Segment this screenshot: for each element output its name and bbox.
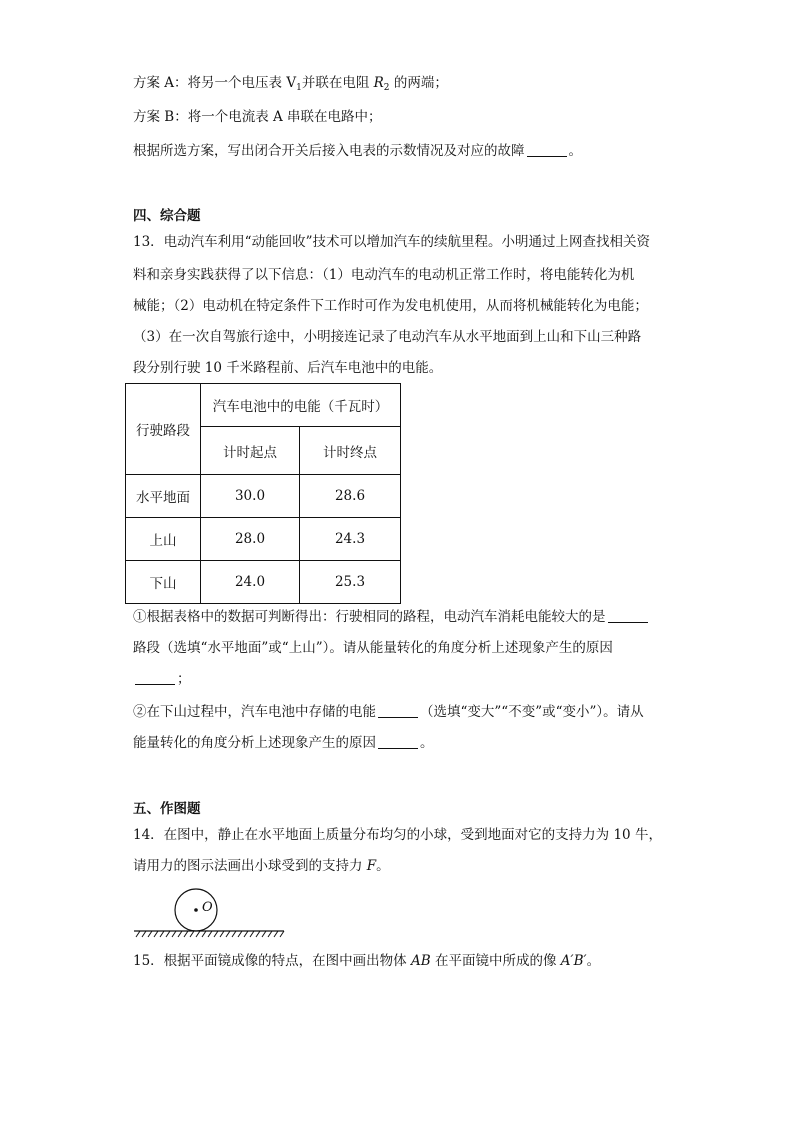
force-symbol: F — [366, 858, 377, 874]
q13-part1-line-2: 路段（选填“水平地面”或“上山”）。请从能量转化的角度分析上述现象产生的原因 — [133, 640, 613, 656]
q13-part1-line-3 — [133, 669, 191, 689]
start-cell: 24.0 — [201, 561, 300, 604]
q15-end: 。 — [586, 953, 601, 969]
end-cell: 24.3 — [300, 518, 401, 561]
resistor-symbol: R — [373, 75, 384, 91]
energy-table — [125, 383, 401, 604]
hatch-mark — [238, 931, 242, 937]
r2-subscript: 2 — [383, 83, 390, 93]
hatch-mark — [160, 931, 164, 937]
ball-center-label: O — [202, 900, 213, 915]
plan-a-text-end: 的两端； — [389, 75, 448, 91]
v1-subscript: 1 — [296, 83, 302, 93]
hatch-mark — [232, 931, 236, 937]
hatch-mark — [250, 931, 254, 937]
q13-part2-line-2 — [133, 733, 434, 753]
answer-blank[interactable] — [527, 142, 567, 157]
hatch-mark — [202, 931, 206, 937]
answer-blank[interactable] — [378, 703, 418, 718]
plan-a-line — [133, 73, 448, 98]
table-row — [126, 475, 401, 518]
hatch-mark — [172, 931, 176, 937]
col-end-header: 计时终点 — [300, 427, 401, 475]
q13-part1-line-1 — [133, 607, 650, 627]
part2-end: 。 — [420, 735, 434, 751]
segment-cell: 上山 — [126, 518, 201, 561]
q15-text-mid: 在平面镜中所成的像 — [430, 953, 561, 969]
part2-text-post: （选填“变大”“不变”或“变小”）。请从 — [420, 704, 644, 720]
part2-text: ②在下山过程中，汽车电池中存储的电能 — [133, 704, 376, 720]
table-row — [126, 561, 401, 604]
hatch-mark — [256, 931, 260, 937]
row-header-cell: 行驶路段 — [126, 384, 201, 475]
image-ab: A′B′ — [560, 953, 587, 969]
hatch-mark — [136, 931, 140, 937]
hatch-mark — [214, 931, 218, 937]
hatch-mark — [274, 931, 278, 937]
hatch-mark — [220, 931, 224, 937]
hatch-mark — [262, 931, 266, 937]
q15-text: 15．根据平面镜成像的特点，在图中画出物体 — [133, 953, 411, 969]
ground-hatching — [136, 931, 284, 937]
start-cell: 30.0 — [201, 475, 300, 518]
q13-line-1: 13．电动汽车利用“动能回收”技术可以增加汽车的续航里程。小明通过上网查找相关资 — [133, 234, 650, 250]
answer-blank[interactable] — [135, 670, 175, 685]
hatch-mark — [196, 931, 200, 937]
q14-line-1: 14．在图中，静止在水平地面上质量分布均匀的小球，受到地面对它的支持力为 10 牛， — [133, 827, 662, 843]
end-cell: 25.3 — [300, 561, 401, 604]
part2-reason-text: 能量转化的角度分析上述现象产生的原因 — [133, 735, 376, 751]
object-ab: AB — [410, 953, 431, 969]
ball-on-ground-figure — [134, 886, 294, 938]
q14-line-2 — [133, 856, 390, 876]
group-header-cell: 汽车电池中的电能（千瓦时） — [201, 384, 401, 427]
part1-text: ①根据表格中的数据可判断得出：行驶相同的路程，电动汽车消耗电能较大的是 — [133, 609, 606, 625]
hatch-mark — [148, 931, 152, 937]
hatch-mark — [166, 931, 170, 937]
end-cell: 28.6 — [300, 475, 401, 518]
answer-blank[interactable] — [378, 734, 418, 749]
plan-choose-line — [133, 141, 582, 161]
q13-line-2: 料和亲身实践获得了以下信息：（1）电动汽车的电动机正常工作时，将电能转化为机 — [133, 267, 635, 283]
part1-end: ； — [177, 671, 191, 687]
segment-cell: 下山 — [126, 561, 201, 604]
hatch-mark — [244, 931, 248, 937]
plan-choose-text: 根据所选方案，写出闭合开关后接入电表的示数情况及对应的故障 — [133, 143, 525, 159]
segment-cell: 水平地面 — [126, 475, 201, 518]
plan-b-line: 方案 B：将一个电流表 A 串联在电路中； — [133, 109, 382, 125]
hatch-mark — [142, 931, 146, 937]
hatch-mark — [190, 931, 194, 937]
start-cell: 28.0 — [201, 518, 300, 561]
ball-center-dot — [194, 908, 198, 912]
hatch-mark — [208, 931, 212, 937]
plan-a-text: 方案 A：将另一个电压表 V — [133, 75, 297, 91]
q14-text: 请用力的图示法画出小球受到的支持力 — [133, 858, 367, 874]
q15-line — [133, 951, 600, 971]
q14-end: 。 — [376, 858, 390, 874]
q13-line-4: （3）在一次自驾旅行途中，小明接连记录了电动汽车从水平地面到上山和下山三种路 — [133, 329, 642, 345]
plan-a-text-mid: 并联在电阻 — [301, 75, 374, 91]
hatch-mark — [280, 931, 284, 937]
q13-line-3: 械能；（2）电动机在特定条件下工作时可作为发电机使用，从而将机械能转化为电能； — [133, 298, 648, 314]
q13-line-5: 段分别行驶 10 千米路程前、后汽车电池中的电能。 — [133, 360, 443, 376]
hatch-mark — [226, 931, 230, 937]
q13-part2-line-1 — [133, 702, 644, 722]
hatch-mark — [178, 931, 182, 937]
hatch-mark — [184, 931, 188, 937]
section-4-heading: 四、综合题 — [133, 208, 201, 224]
section-5-heading: 五、作图题 — [133, 801, 201, 817]
hatch-mark — [154, 931, 158, 937]
hatch-mark — [268, 931, 272, 937]
plan-choose-end: 。 — [568, 143, 582, 159]
col-start-header: 计时起点 — [201, 427, 300, 475]
answer-blank[interactable] — [608, 608, 648, 623]
table-row — [126, 518, 401, 561]
